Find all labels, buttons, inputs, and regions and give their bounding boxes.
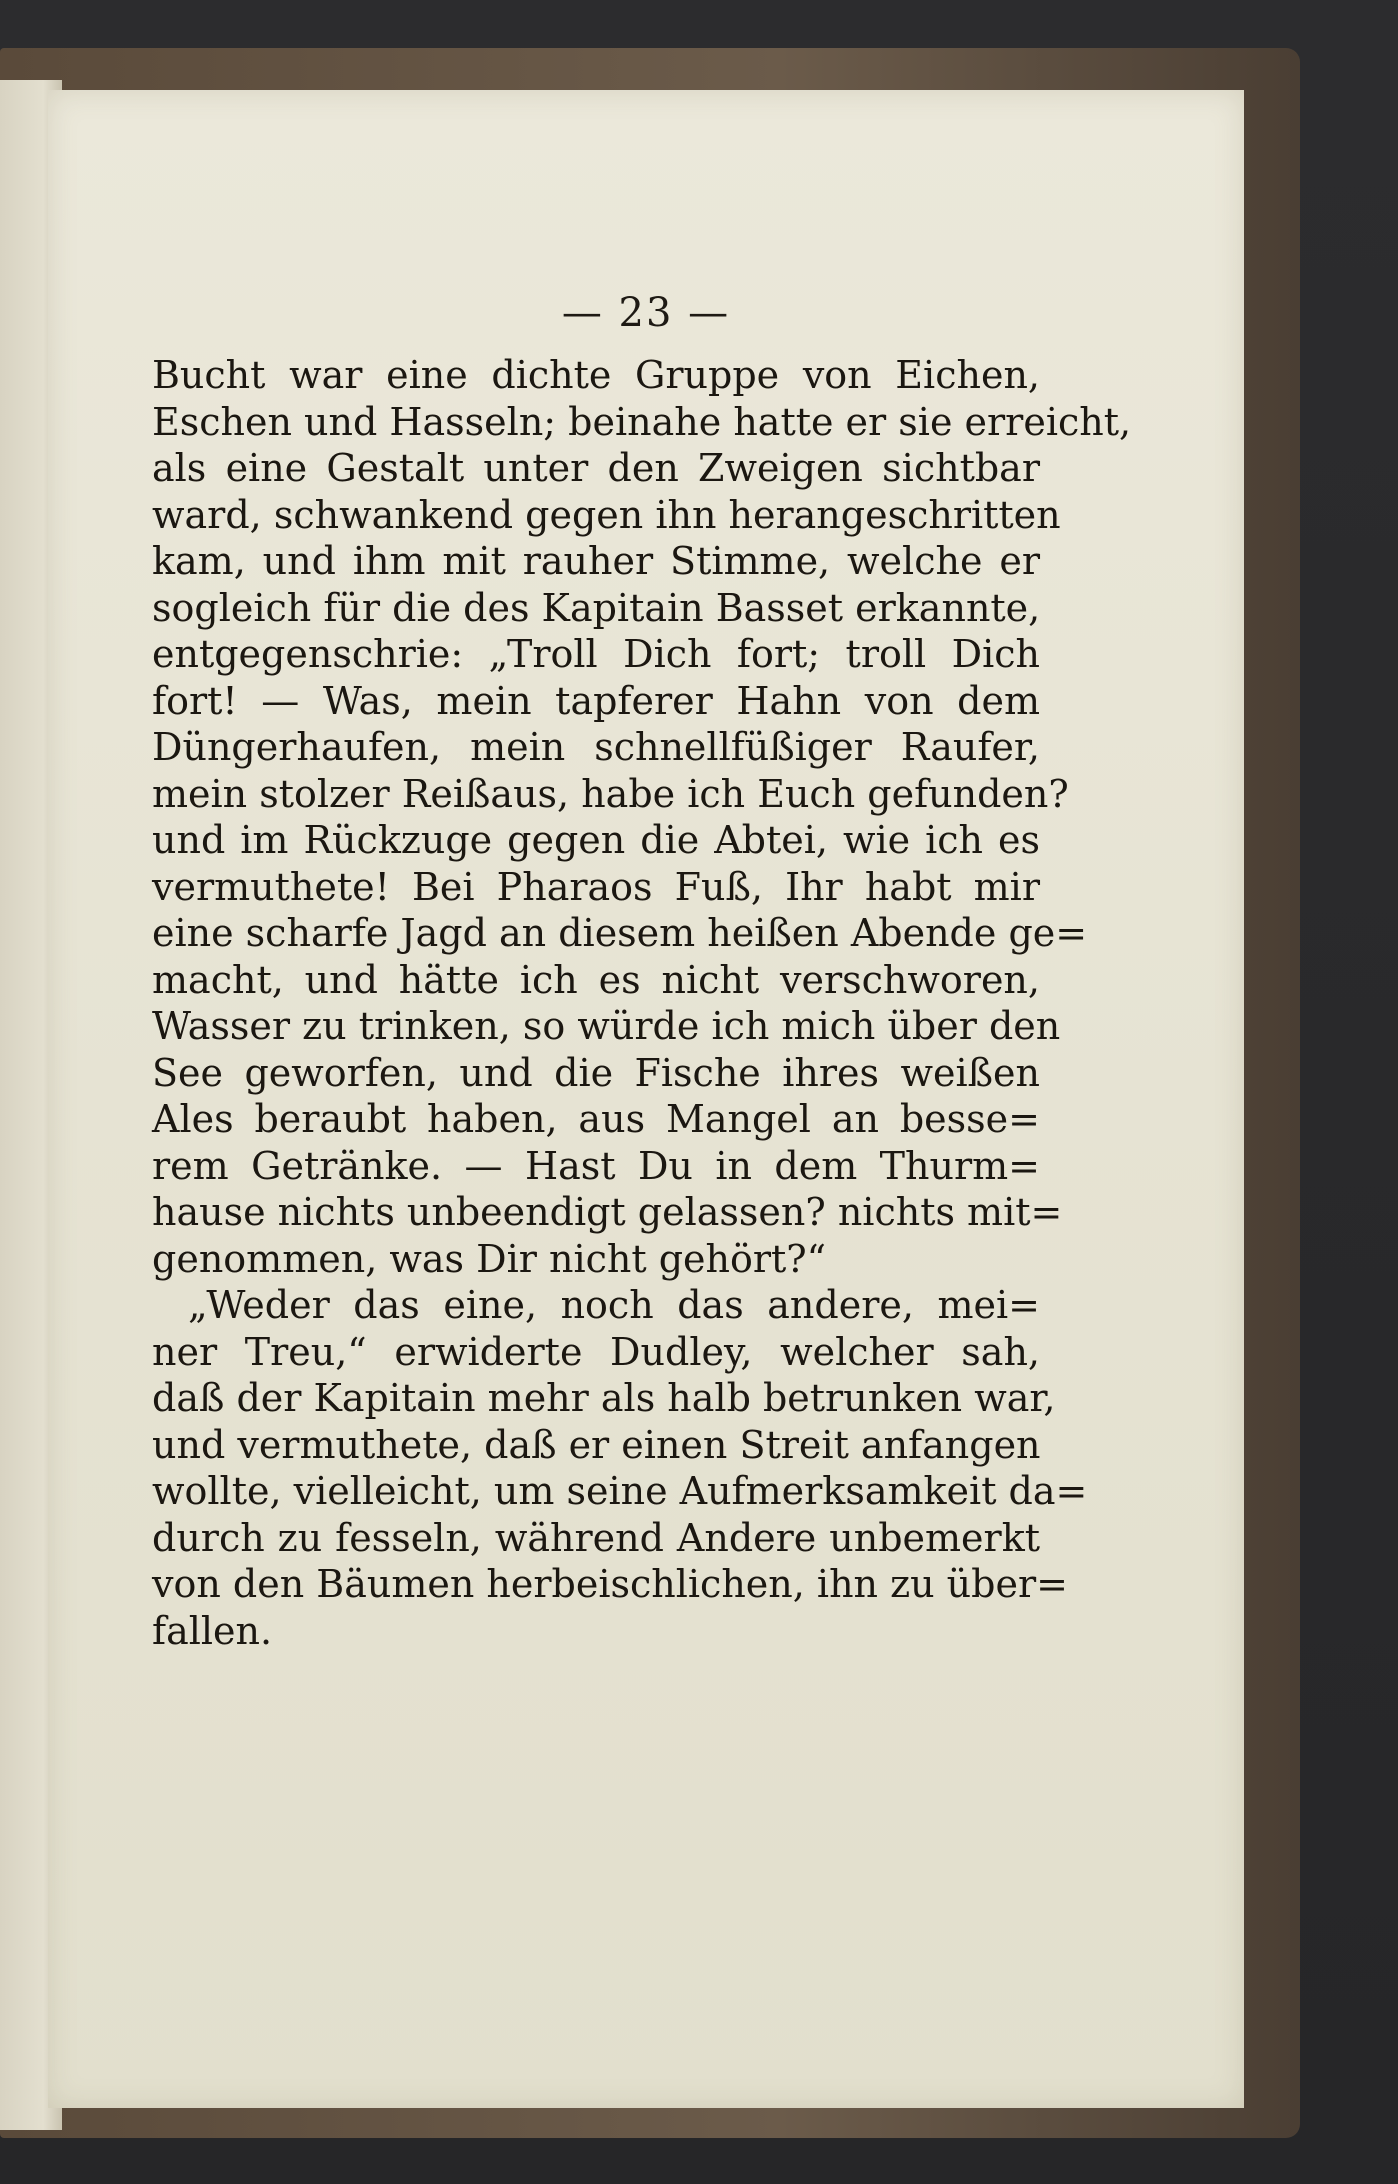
text-line: Eschen und Hasseln; beinahe hatte er sie erreicht,: [152, 399, 1132, 444]
text-line: Bucht war eine dichte Gruppe von Eichen,: [152, 353, 1040, 397]
text-line: mein stolzer Reißaus, habe ich Euch gefunden?: [152, 771, 1069, 816]
body-text: [152, 352, 1132, 1654]
text-line: entgegenschrie: „Troll Dich fort; troll Dich: [152, 632, 1040, 676]
text-line: ner Treu,“ erwiderte Dudley, welcher sah,: [152, 1329, 1040, 1374]
text-line: kam, und ihm mit rauher Stimme, welche er: [152, 539, 1040, 583]
text-line: wollte, vielleicht, um seine Aufmerksamkeit da=: [152, 1469, 1088, 1513]
text-line: ward, schwankend gegen ihn herangeschritten: [152, 492, 1061, 537]
text-line: Wasser zu trinken, so würde ich mich über den: [152, 1004, 1061, 1048]
text-line: und im Rückzuge gegen die Abtei, wie ich es: [152, 818, 1040, 862]
book-page: [48, 90, 1244, 2108]
page-number: — 23 —: [561, 290, 731, 336]
text-line: genommen, was Dir nicht gehört?“: [152, 1236, 827, 1281]
text-line: eine scharfe Jagd an diesem heißen Abende ge=: [152, 911, 1088, 955]
text-line: fort! — Was, mein tapferer Hahn von dem: [152, 678, 1040, 723]
text-line: und vermuthete, daß er einen Streit anfangen: [152, 1422, 1041, 1467]
text-line: Düngerhaufen, mein schnellfüßiger Raufer,: [152, 725, 1040, 769]
text-line: durch zu fesseln, während Andere unbemerkt: [152, 1515, 1040, 1560]
text-line: macht, und hätte ich es nicht verschworen,: [152, 957, 1040, 1002]
text-line: vermuthete! Bei Pharaos Fuß, Ihr habt mir: [152, 864, 1040, 909]
text-line: als eine Gestalt unter den Zweigen sichtbar: [152, 446, 1040, 490]
text-line: sogleich für die des Kapitain Basset erkannte,: [152, 585, 1041, 630]
text-line: „Weder das eine, noch das andere, mei=: [188, 1283, 1040, 1327]
text-line: hause nichts unbeendigt gelassen? nichts mit=: [152, 1190, 1063, 1234]
text-line: See geworfen, und die Fische ihres weißen: [152, 1050, 1040, 1095]
text-line: Ales beraubt haben, aus Mangel an besse=: [152, 1097, 1040, 1141]
text-line: daß der Kapitain mehr als halb betrunken war,: [152, 1376, 1056, 1420]
text-line: fallen.: [152, 1608, 273, 1653]
text-line: von den Bäumen herbeischlichen, ihn zu über=: [152, 1562, 1068, 1606]
text-line: rem Getränke. — Hast Du in dem Thurm=: [152, 1143, 1040, 1188]
